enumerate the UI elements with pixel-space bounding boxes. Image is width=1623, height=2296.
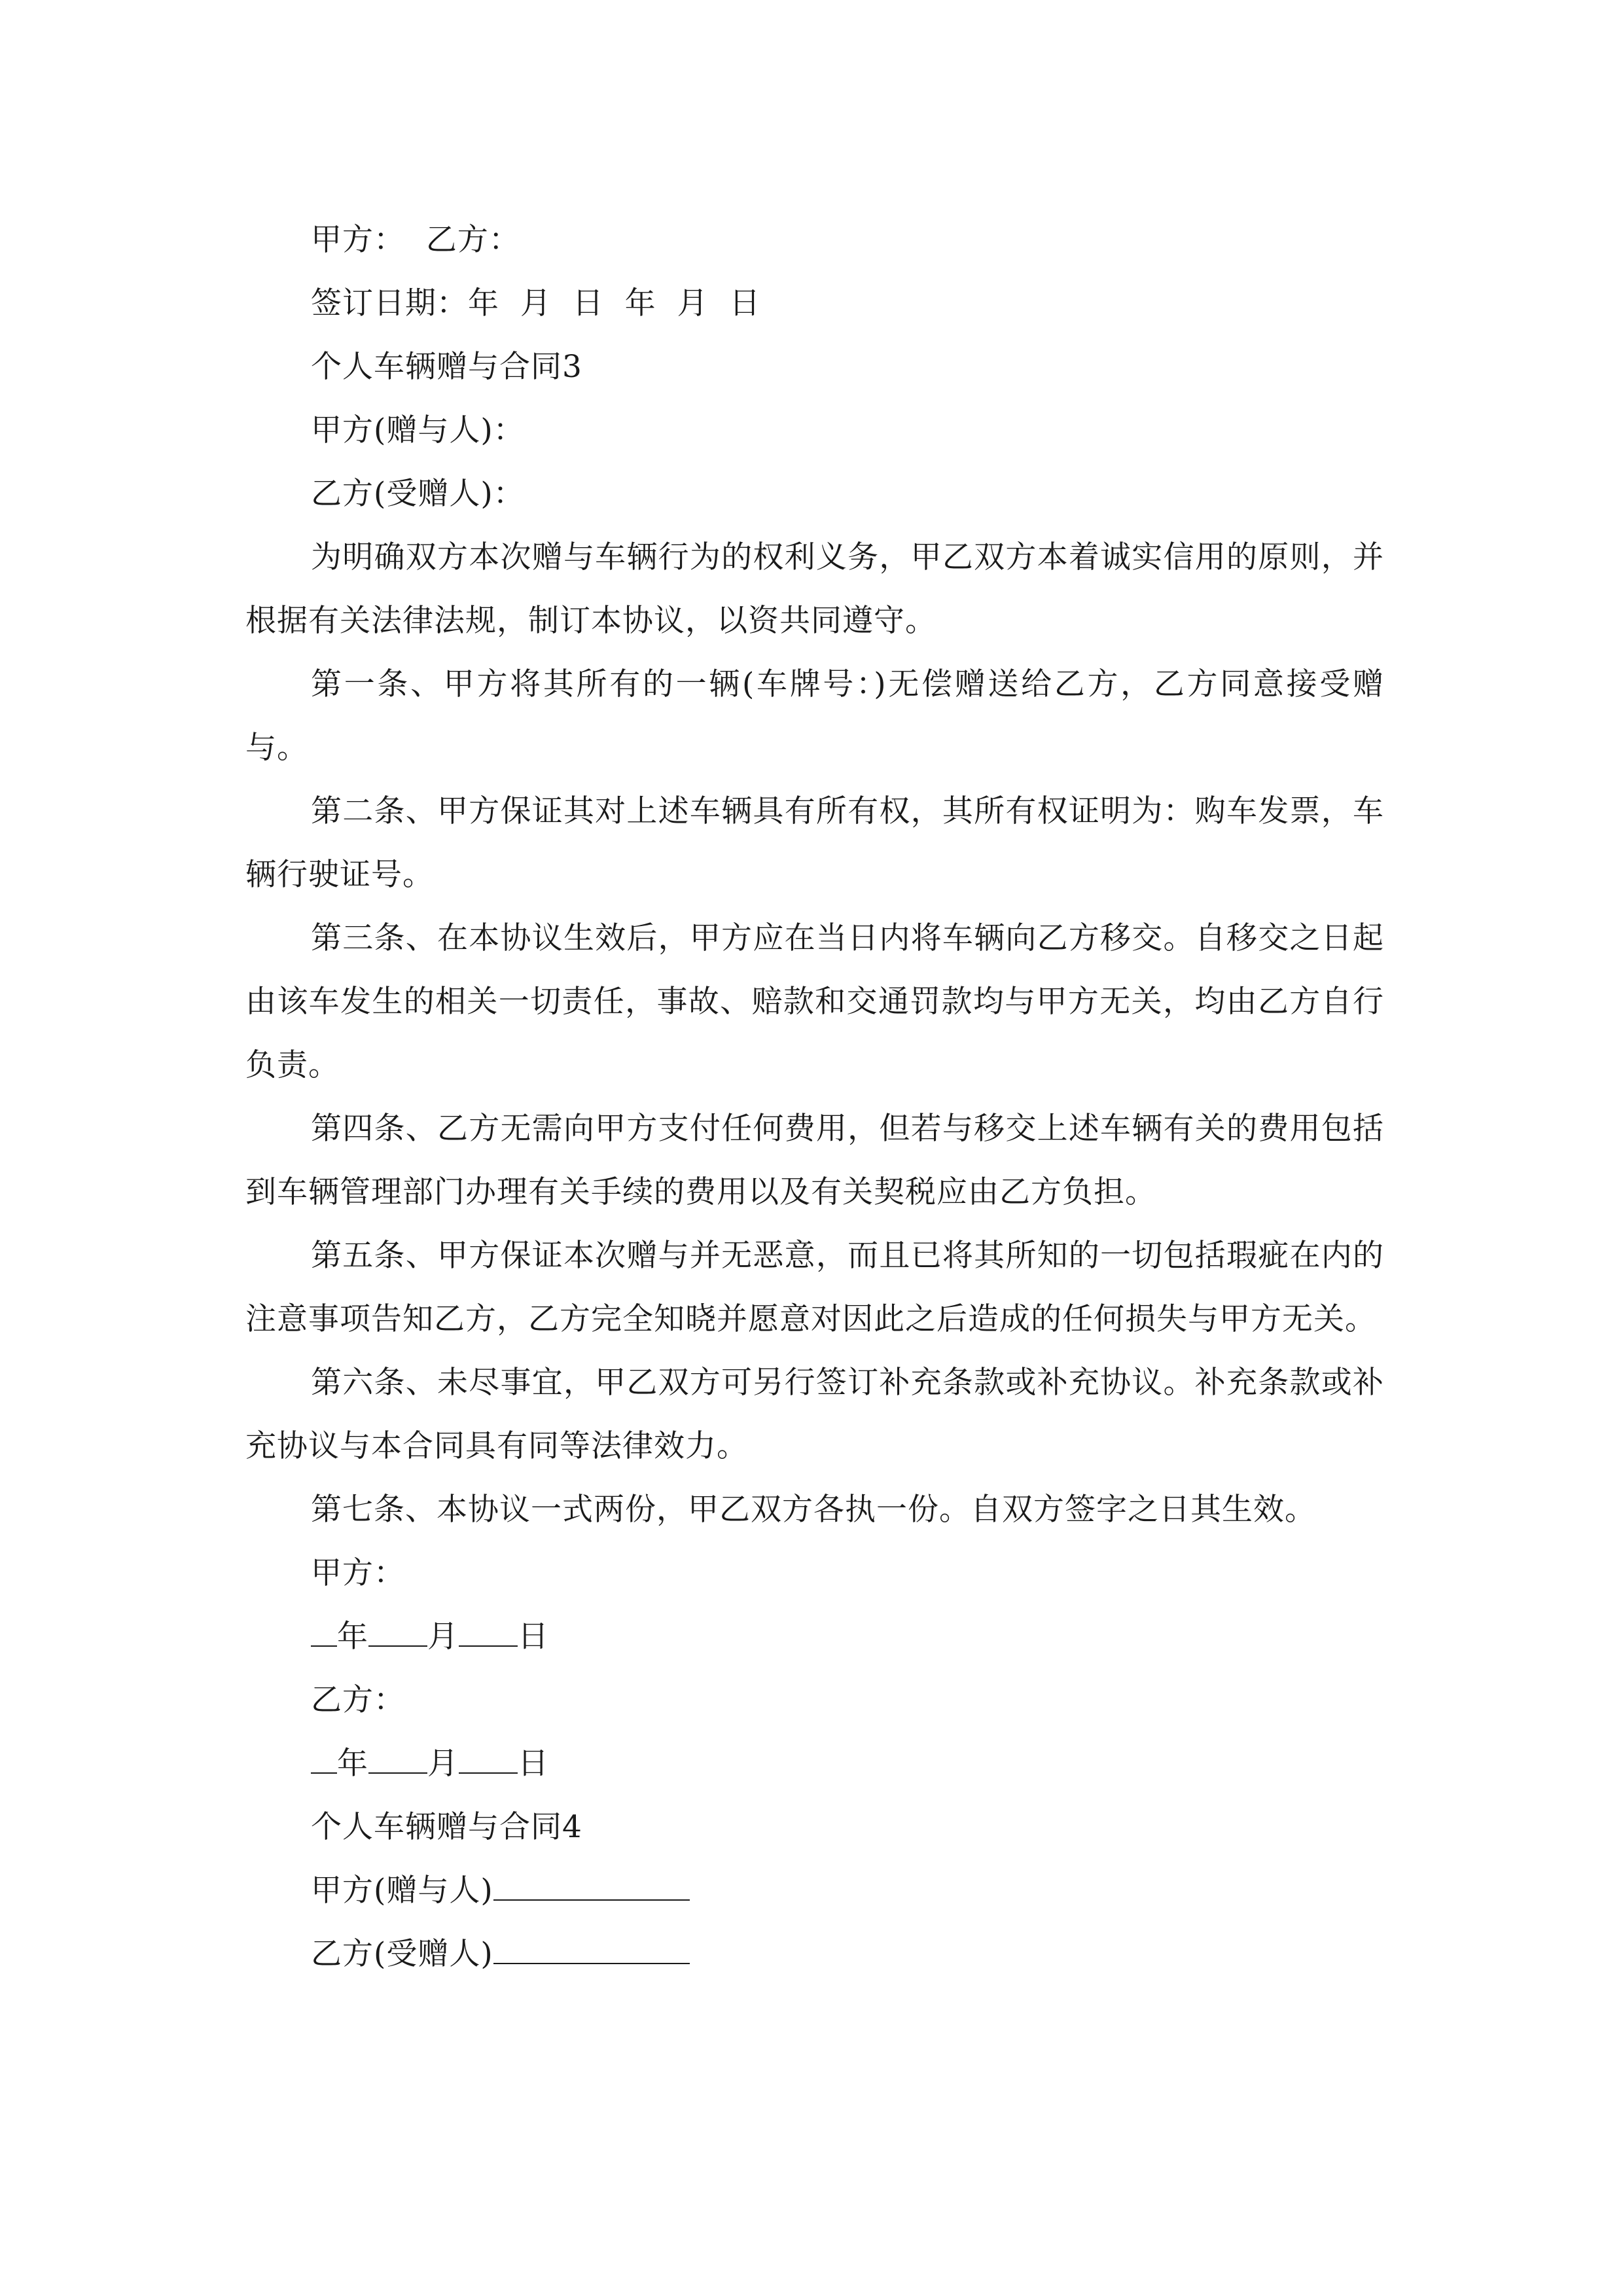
year-blank (311, 1746, 337, 1774)
day-label: 日 (518, 1746, 549, 1782)
day-label: 日 (518, 1619, 549, 1655)
day-blank (459, 1746, 518, 1774)
contract-3-preamble: 为明确双方本次赠与车辆行为的权利义务，甲乙双方本着诚实信用的原则，并根据有关法律法规，制订本协议，以资共同遵守。 (245, 539, 1384, 639)
contract-4-party-b: 乙方(受赠人) (311, 1936, 493, 1972)
party-b-label: 乙方： (425, 222, 520, 258)
contract-3-party-a: 甲方(赠与人)： (311, 412, 525, 448)
signing-date-line: 签订日期：年 月 日 年 月 日 (311, 285, 761, 321)
contract-3-title: 个人车辆赠与合同3 (311, 349, 582, 385)
sign-b-date (245, 1732, 1384, 1795)
document-body (245, 208, 1384, 1986)
contract-4-title: 个人车辆赠与合同4 (311, 1809, 582, 1845)
day-blank (459, 1619, 518, 1647)
party-a-label: 甲方： (311, 222, 405, 258)
article-1: 第一条、甲方将其所有的一辆(车牌号：)无偿赠送给乙方，乙方同意接受赠与。 (245, 666, 1384, 766)
article-6: 第六条、未尽事宜，甲乙双方可另行签订补充条款或补充协议。补充条款或补充协议与本合同具有同等法律效力。 (245, 1365, 1384, 1464)
month-label: 月 (427, 1746, 459, 1782)
signature-parties-line (245, 208, 1384, 272)
article-3: 第三条、在本协议生效后，甲方应在当日内将车辆向乙方移交。自移交之日起由该车发生的相关一切责任，事故、赔款和交通罚款均与甲方无关，均由乙方自行负责。 (245, 920, 1384, 1083)
article-2: 第二条、甲方保证其对上述车辆具有所有权，其所有权证明为：购车发票，车辆行驶证号。 (245, 793, 1384, 893)
year-label: 年 (337, 1619, 368, 1655)
article-5: 第五条、甲方保证本次赠与并无恶意，而且已将其所知的一切包括瑕疵在内的注意事项告知乙方，乙方完全知晓并愿意对因此之后造成的任何损失与甲方无关。 (245, 1238, 1384, 1337)
year-blank (311, 1619, 337, 1647)
party-a-blank (493, 1873, 690, 1901)
article-7: 第七条、本协议一式两份，甲乙双方各执一份。自双方签字之日其生效。 (311, 1492, 1316, 1528)
party-b-blank (493, 1937, 690, 1964)
contract-4-party-a: 甲方(赠与人) (311, 1873, 493, 1909)
contract-3-party-b: 乙方(受赠人)： (311, 476, 525, 512)
sign-a-date (245, 1605, 1384, 1668)
month-blank (368, 1619, 427, 1647)
month-blank (368, 1746, 427, 1774)
sign-a-label: 甲方： (311, 1555, 405, 1591)
article-4: 第四条、乙方无需向甲方支付任何费用，但若与移交上述车辆有关的费用包括到车辆管理部门办理有关手续的费用以及有关契税应由乙方负担。 (245, 1111, 1384, 1210)
contract-4-party-a-line (245, 1859, 1384, 1922)
month-label: 月 (427, 1619, 459, 1655)
year-label: 年 (337, 1746, 368, 1782)
contract-4-party-b-line (245, 1922, 1384, 1986)
sign-b-label: 乙方： (311, 1682, 405, 1718)
